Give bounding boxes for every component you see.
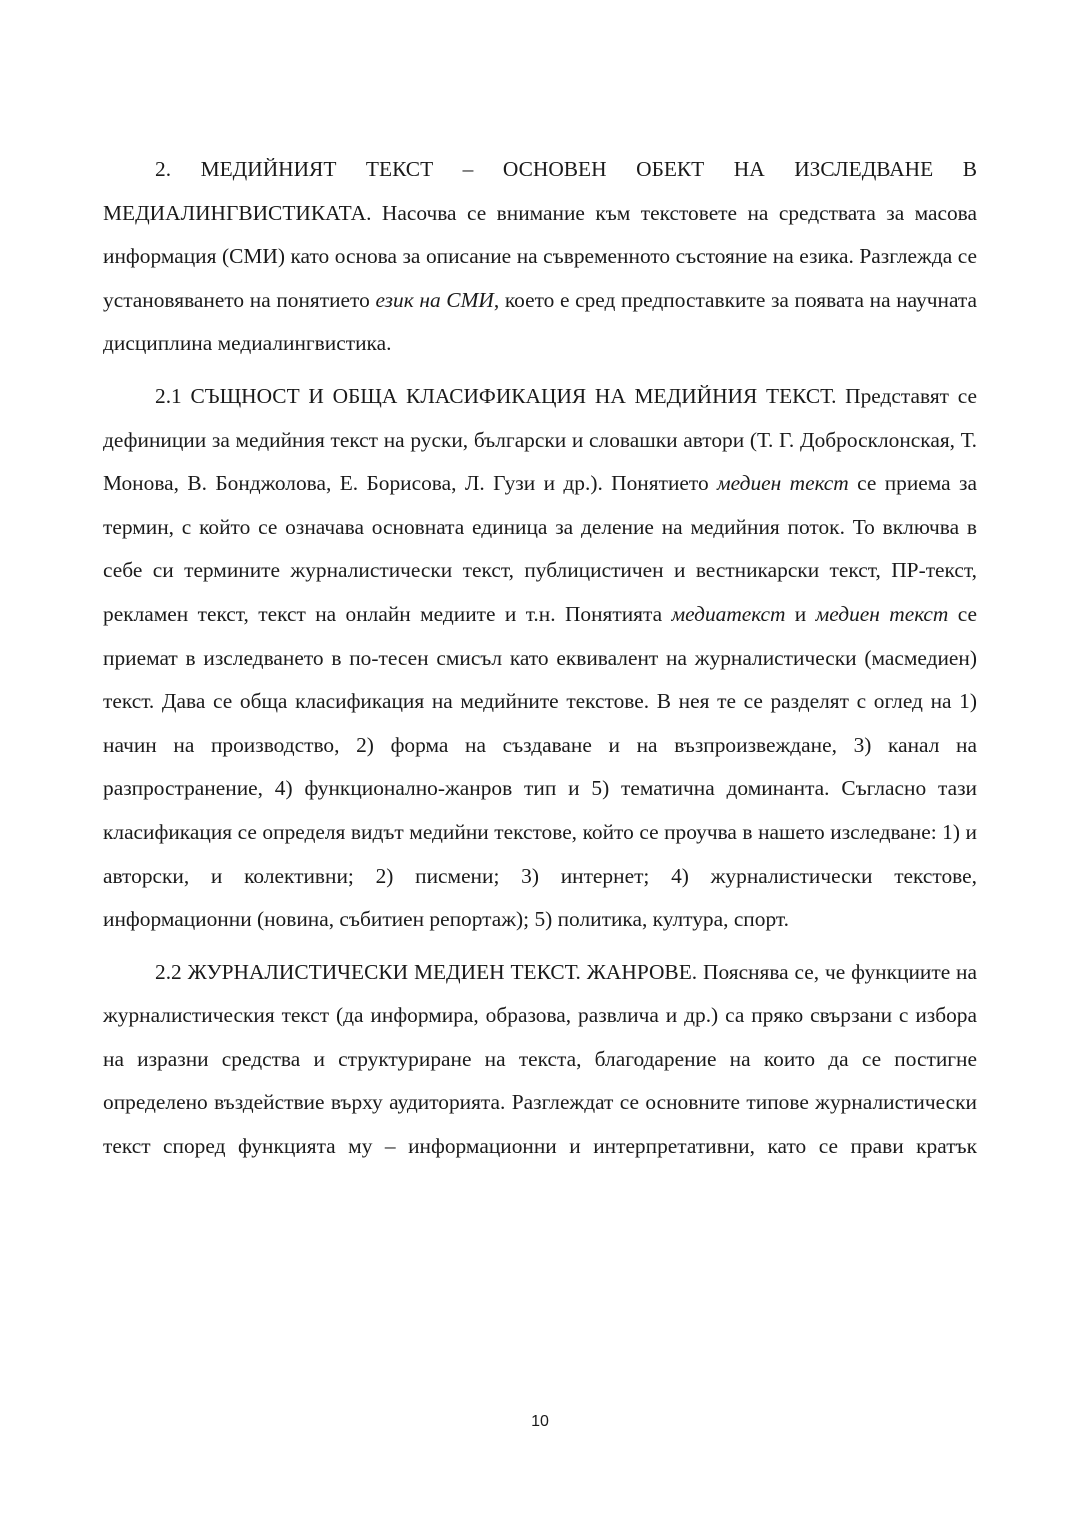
section-heading: 2.2 ЖУРНАЛИСТИЧЕСКИ МЕДИЕН ТЕКСТ. ЖАНРОВЕ. bbox=[155, 959, 698, 984]
paragraph-text: се приемат в изследването в по-тесен смисъл като еквивалент на журналистически (масмедиен) текст. Дава се обща класификация на медийните текстове. В нея те се разделят с оглед на 1) начин на производство, 2) форма на създаване и на възпроизвеждане, 3) канал на разпространение, 4) функционално-жанров тип и 5) тематична доминанта. Съгласно тази класификация се определя видът медийни текстове, който се проучва в нашето изследване: 1) и авторски, и колективни; 2) писмени; 3) интернет; 4) журналистически текстове, информационни (новина, събитиен репортаж); 5) политика, култура, спорт. bbox=[103, 601, 977, 932]
page-number: 10 bbox=[531, 1413, 549, 1430]
paragraph-text: се приема за термин, с който се означава основната единица за деление на медийния поток. То включва в себе си термините журналистически текст, публицистичен и вестникарски текст, ПР-текст, рекламен текст, текст на онлайн медиите и т.н. Понятията bbox=[103, 471, 977, 626]
paragraph-section-2-2 bbox=[103, 951, 977, 1169]
section-heading: 2.1 СЪЩНОСТ И ОБЩА КЛАСИФИКАЦИЯ НА МЕДИЙНИЯ ТЕКСТ. bbox=[155, 383, 837, 408]
paragraph-text: Насочва се внимание към текстовете на средствата за масова информация (СМИ) като основа за описание на съвременното състояние на езика. Разглежда се установяването на понятието bbox=[103, 200, 977, 312]
section-heading: 2. МЕДИЙНИЯТ ТЕКСТ – ОСНОВЕН ОБЕКТ НА ИЗСЛЕДВАНЕ В МЕДИАЛИНГВИСТИКАТА. bbox=[103, 157, 977, 225]
page-body bbox=[103, 148, 977, 1178]
italic-term: медиен текст bbox=[717, 471, 849, 496]
paragraph-section-2 bbox=[103, 148, 977, 366]
paragraph-text: и bbox=[785, 601, 816, 626]
italic-term: медиен текст bbox=[815, 601, 949, 626]
italic-term: медиатекст bbox=[671, 601, 786, 626]
paragraph-text: Представят се дефиниции за медийния текст на руски, български и словашки автори (Т. Г. Добросклонская, Т. Монова, В. Бонджолова, Е. Борисова, Л. Гузи и др.). Понятието bbox=[103, 383, 977, 496]
paragraph-section-2-1 bbox=[103, 375, 977, 942]
paragraph-text: , което е сред предпоставките за появата на научната дисциплина медиалингвистика. bbox=[103, 287, 978, 356]
paragraph-text: Пояснява се, че функциите на журналистическия текст (да информира, образова, развлича и др.) са пряко свързани с избора на изразни средства и структуриране на текста, благодарение на които да се постигне определено въздействие върху аудиторията. Разглеждат се основните типове журналистически текст според функцията му – информационни и интерпретативни, като се прави кратък bbox=[103, 959, 977, 1159]
italic-term: език на СМИ bbox=[375, 287, 494, 312]
